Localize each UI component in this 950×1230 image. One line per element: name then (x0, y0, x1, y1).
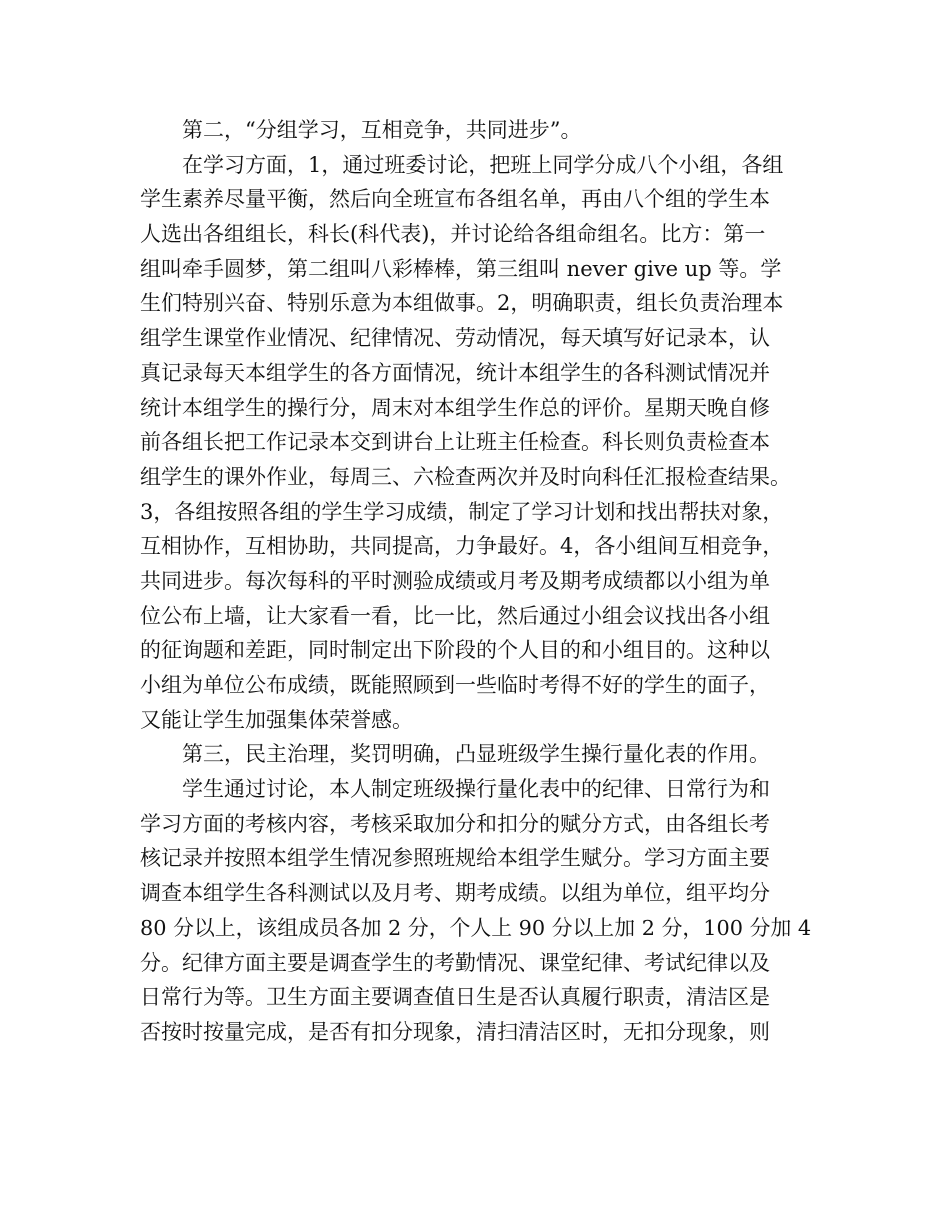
text-line: 小组为单位公布成绩，既能照顾到一些临时考得不好的学生的面子， (140, 673, 770, 697)
text-line: 前各组长把工作记录本交到讲台上让班主任检查。科长则负责检查本 (140, 430, 770, 455)
text-line: 位公布上墙，让大家看一看，比一比，然后通过小组会议找出各小组 (140, 603, 770, 628)
text-line: 分。纪律方面主要是调查学生的考勤情况、课堂纪律、考试纪律以及 (140, 950, 770, 975)
text-line: 日常行为等。卫生方面主要调查值日生是否认真履行职责，清洁区是 (140, 985, 770, 1010)
text-line: 共同进步。每次每科的平时测验成绩或月考及期考成绩都以小组为单 (140, 568, 770, 593)
text-line: 又能让学生加强集体荣誉感。 (140, 707, 413, 732)
text-line: 否按时按量完成，是否有扣分现象，清扫清洁区时，无扣分现象，则 (140, 1019, 770, 1044)
text-line: 3，各组按照各组的学生学习成绩，制定了学习计划和找出帮扶对象， (140, 499, 784, 524)
text-line: 调查本组学生各科测试以及月考、期考成绩。以组为单位，组平均分 (140, 881, 770, 906)
text-line: 在学习方面，1，通过班委讨论，把班上同学分成八个小组，各组 (182, 152, 784, 177)
text-line: 互相协作，互相协助，共同提高，力争最好。4，各小组间互相竞争， (140, 534, 784, 559)
text-line: 的征询题和差距，同时制定出下阶段的个人目的和小组目的。这种以 (140, 638, 770, 663)
text-line: 80 分以上，该组成员各加 2 分，个人上 90 分以上加 2 分，100 分加 4 (140, 915, 812, 940)
text-line: 第二，“分组学习，互相竞争，共同进步”。 (182, 118, 582, 142)
body-text (140, 113, 810, 1050)
text-line: 核记录并按照本组学生情况参照班规给本组学生赋分。学习方面主要 (140, 846, 770, 871)
text-line: 学习方面的考核内容，考核采取加分和扣分的赋分方式，由各组长考 (140, 811, 770, 836)
text-line: 统计本组学生的操行分，周末对本组学生作总的评价。星期天晚自修 (140, 395, 770, 420)
text-line: 人选出各组组长，科长(科代表)，并讨论给各组命组名。比方：第一 (140, 222, 766, 247)
text-line: 学生素养尽量平衡，然后向全班宣布各组名单，再由八个组的学生本 (140, 187, 770, 212)
text-line: 组叫牵手圆梦，第二组叫八彩棒棒，第三组叫 never give up 等。学 (140, 256, 782, 281)
text-line: 学生通过讨论，本人制定班级操行量化表中的纪律、日常行为和 (182, 777, 770, 802)
text-line: 真记录每天本组学生的各方面情况，统计本组学生的各科测试情况并 (140, 360, 770, 385)
text-line: 组学生的课外作业，每周三、六检查两次并及时向科任汇报检查结果。 (140, 464, 791, 489)
text-line: 组学生课堂作业情况、纪律情况、劳动情况，每天填写好记录本，认 (140, 326, 770, 351)
text-line: 第三，民主治理，奖罚明确，凸显班级学生操行量化表的作用。 (182, 742, 770, 767)
text-line: 生们特别兴奋、特别乐意为本组做事。2，明确职责，组长负责治理本 (140, 291, 784, 316)
